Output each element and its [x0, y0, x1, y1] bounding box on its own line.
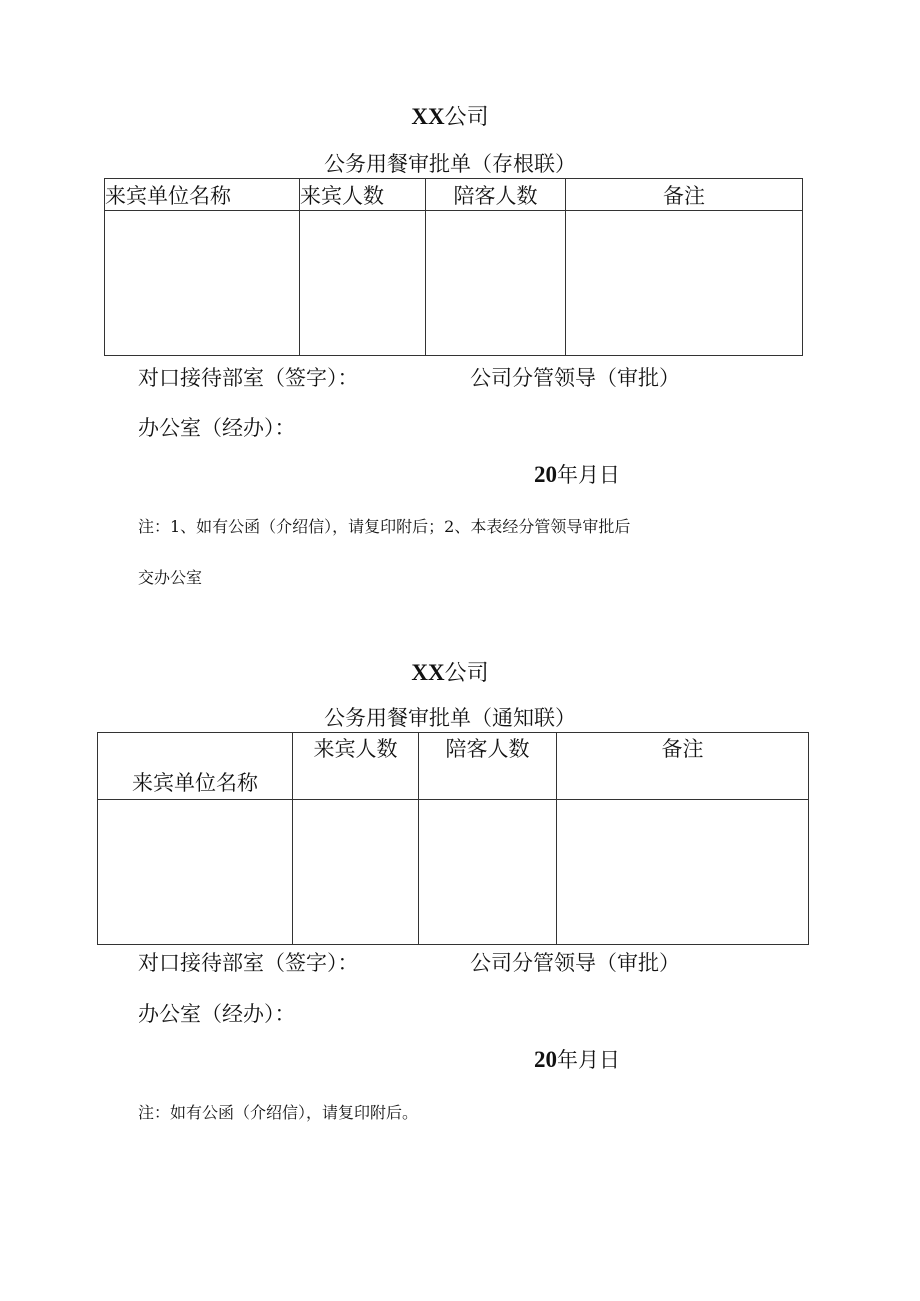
company-name: XX公司 — [411, 104, 489, 130]
table-row — [98, 800, 809, 945]
note-line-1: 注：1、如有公函（介绍信），请复印附后；2、本表经分管领导审批后 — [138, 517, 631, 536]
office-handler: 办公室（经办）： — [138, 1002, 296, 1026]
header-guest-unit: 来宾单位名称 — [98, 733, 293, 800]
form-title: 公务用餐审批单（通知联） — [324, 706, 576, 730]
date-line: 20年月日 — [534, 1047, 620, 1072]
cell-guest-unit[interactable] — [105, 211, 300, 356]
approval-table — [104, 178, 803, 356]
cell-companion-count[interactable] — [426, 211, 566, 356]
header-companion-count: 陪客人数 — [426, 179, 566, 211]
reception-dept-signature: 对口接待部室（签字）： — [138, 366, 359, 390]
approval-table — [97, 732, 809, 945]
company-name: XX公司 — [411, 660, 489, 686]
cell-guest-count[interactable] — [300, 211, 426, 356]
cell-companion-count[interactable] — [419, 800, 557, 945]
header-guest-count: 来宾人数 — [300, 179, 426, 211]
table-header-row — [105, 179, 803, 211]
date-line: 20年月日 — [534, 462, 620, 487]
table-header-row — [98, 733, 809, 800]
cell-guest-count[interactable] — [293, 800, 419, 945]
header-guest-count: 来宾人数 — [293, 733, 419, 800]
header-remarks: 备注 — [566, 179, 803, 211]
header-companion-count: 陪客人数 — [419, 733, 557, 800]
note-line-1: 注：如有公函（介绍信），请复印附后。 — [138, 1103, 419, 1122]
office-handler: 办公室（经办）： — [138, 416, 296, 440]
header-guest-unit: 来宾单位名称 — [105, 179, 300, 211]
cell-guest-unit[interactable] — [98, 800, 293, 945]
table-row — [105, 211, 803, 356]
leader-approval: 公司分管领导（审批） — [470, 951, 680, 975]
reception-dept-signature: 对口接待部室（签字）： — [138, 951, 359, 975]
note-line-2: 交办公室 — [138, 568, 203, 587]
form-title: 公务用餐审批单（存根联） — [324, 152, 576, 176]
header-remarks: 备注 — [557, 733, 809, 800]
leader-approval: 公司分管领导（审批） — [470, 366, 680, 390]
cell-remarks[interactable] — [566, 211, 803, 356]
cell-remarks[interactable] — [557, 800, 809, 945]
